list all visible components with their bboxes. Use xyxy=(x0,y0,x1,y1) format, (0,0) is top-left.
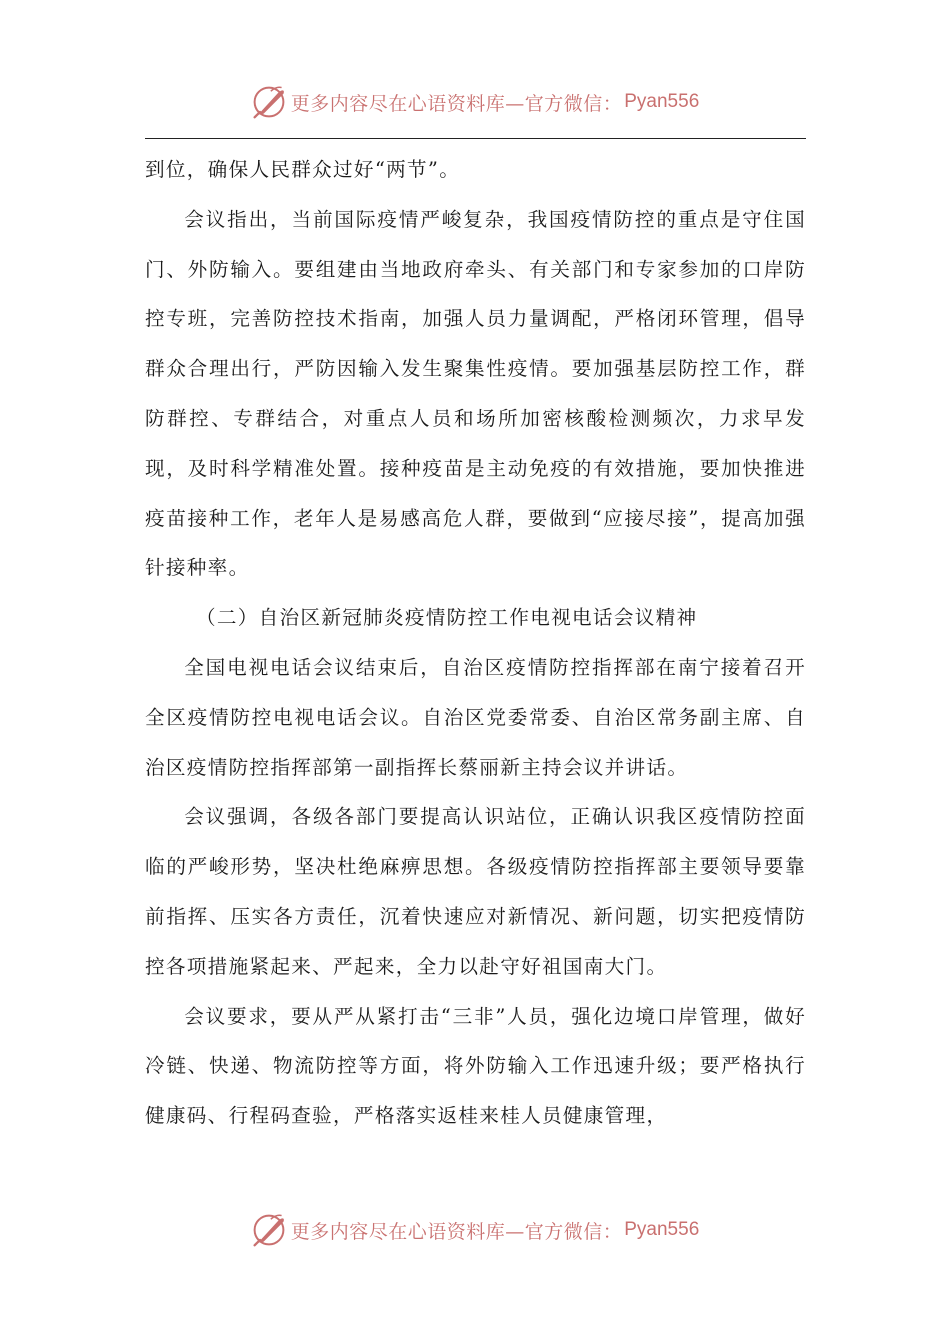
paragraph: 会议要求，要从严从紧打击“三非”人员，强化边境口岸管理，做好冷链、快递、物流防控等方面，将外防输入工作迅速升级；要严格执行健康码、行程码查验，严格落实返桂来桂人员健康管理， xyxy=(145,1004,806,1128)
watermark-wechat-id: Pyan556 xyxy=(624,91,700,112)
watermark-text: 更多内容尽在心语资料库—官方微信： xyxy=(290,92,623,115)
watermark-text: 更多内容尽在心语资料库—官方微信： xyxy=(290,1220,623,1243)
quill-logo-icon xyxy=(251,1212,287,1248)
footer-watermark xyxy=(0,1208,950,1252)
quill-logo-icon xyxy=(251,84,287,120)
paragraph: 全国电视电话会议结束后，自治区疫情防控指挥部在南宁接着召开全区疫情防控电视电话会议。自治区党委常委、自治区常务副主席、自治区疫情防控指挥部第一副指挥长蔡丽新主持会议并讲话。 xyxy=(145,655,806,779)
paragraph: 会议指出，当前国际疫情严峻复杂，我国疫情防控的重点是守住国门、外防输入。要组建由当地政府牵头、有关部门和专家参加的口岸防控专班，完善防控技术指南，加强人员力量调配，严格闭环管理，倡导群众合理出行，严防因输入发生聚集性疫情。要加强基层防控工作，群防群控、专群结合，对重点人员和场所加密核酸检测频次，力求早发现，及时科学精准处置。接种疫苗是主动免疫的有效措施，要加快推进疫苗接种工作，老年人是易感高危人群，要做到“应接尽接”，提高加强针接种率。 xyxy=(145,207,806,580)
watermark-wechat-id: Pyan556 xyxy=(624,1219,700,1240)
paragraph-continuation: 到位，确保人民群众过好“两节”。 xyxy=(145,158,461,181)
header-watermark xyxy=(0,80,950,124)
document-body xyxy=(145,145,806,1141)
section-heading: （二）自治区新冠肺炎疫情防控工作电视电话会议精神 xyxy=(195,606,698,630)
paragraph: 会议强调，各级各部门要提高认识站位，正确认识我区疫情防控面临的严峻形势，坚决杜绝麻痹思想。各级疫情防控指挥部主要领导要靠前指挥、压实各方责任，沉着快速应对新情况、新问题，切实把疫情防控各项措施紧起来、严起来，全力以赴守好祖国南大门。 xyxy=(145,805,806,978)
header-divider xyxy=(145,138,806,139)
